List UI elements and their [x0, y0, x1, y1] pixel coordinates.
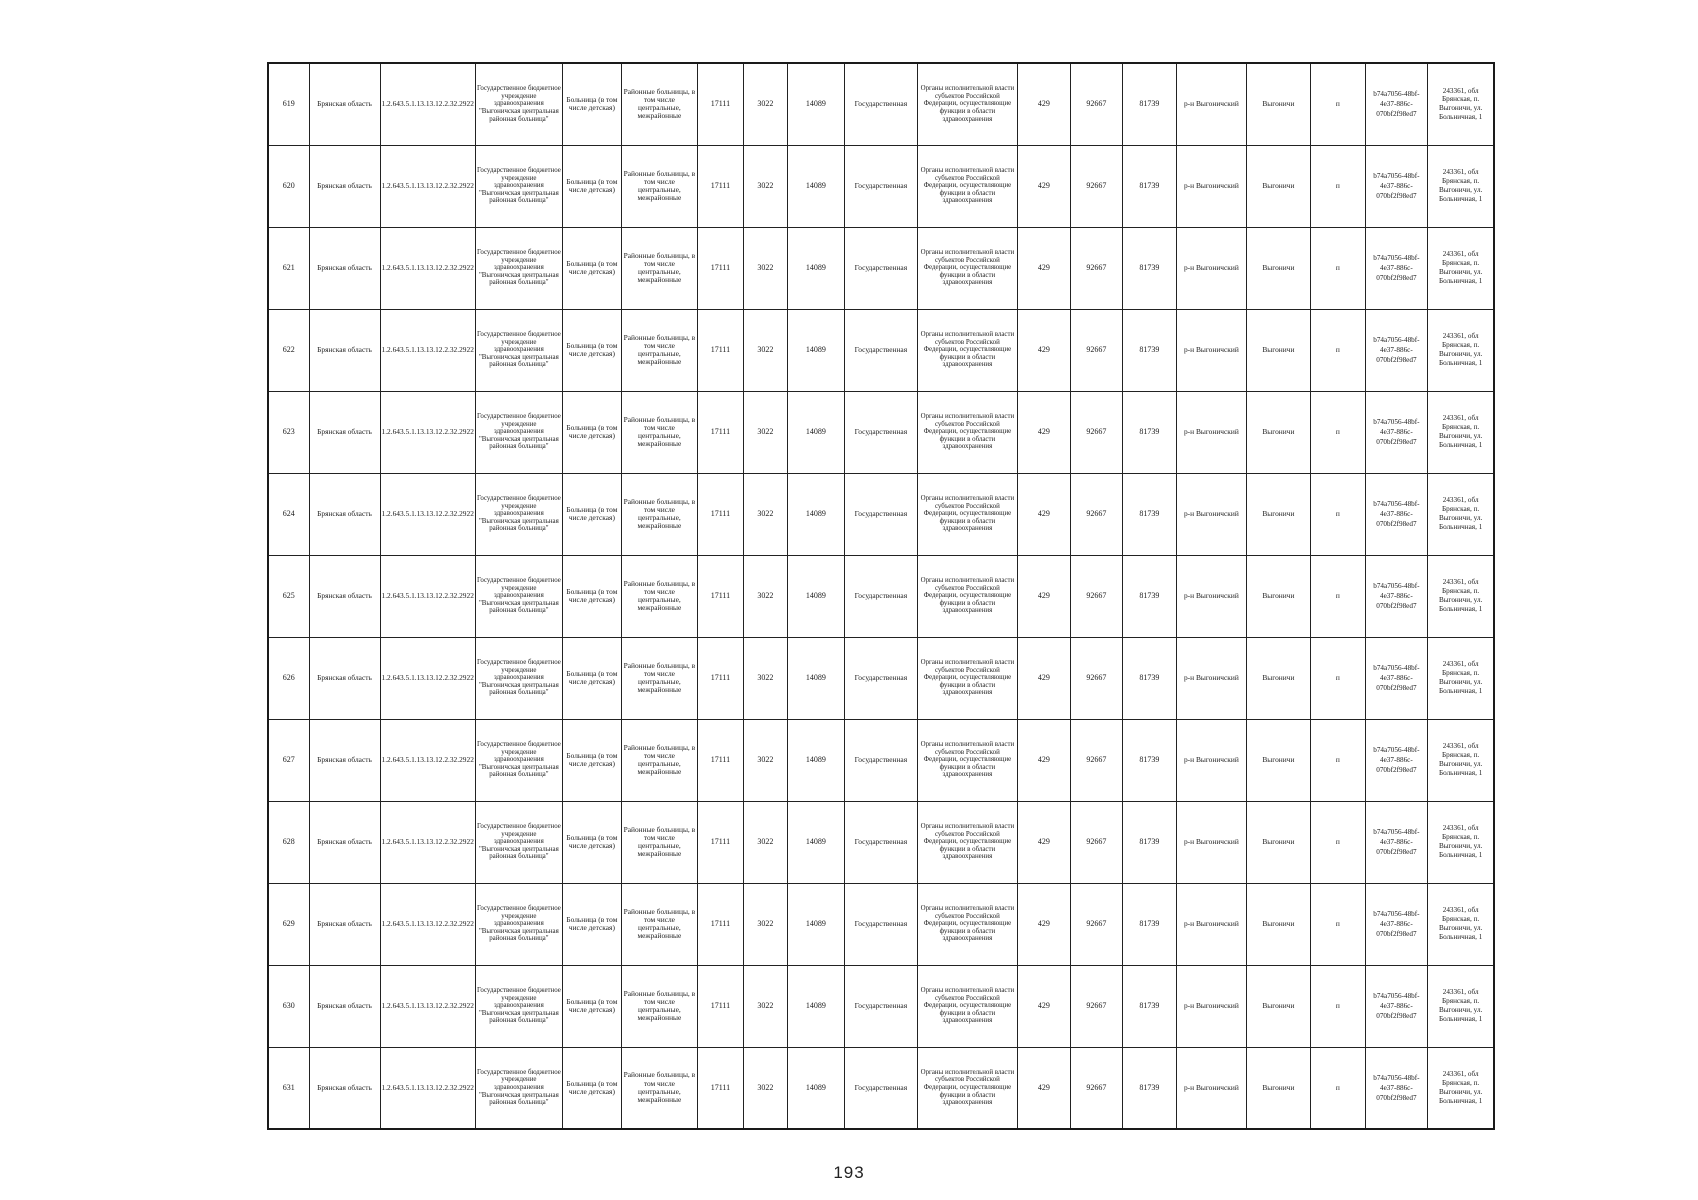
code-2-cell: 3022 [743, 309, 787, 391]
row-number-cell: 623 [268, 391, 309, 473]
ownership-cell: Государственная [844, 965, 917, 1047]
code-6-cell: 81739 [1122, 883, 1176, 965]
code-5-cell: 92667 [1070, 227, 1122, 309]
oid-cell: 1.2.643.5.1.13.13.12.2.32.2922 [380, 555, 475, 637]
code-4-cell: 429 [1017, 555, 1070, 637]
code-5-cell: 92667 [1070, 965, 1122, 1047]
oid-cell: 1.2.643.5.1.13.13.12.2.32.2922 [380, 309, 475, 391]
organization-name-cell: Государственное бюджетное учреждение здравоохранения "Выгоничская центральная районная больница" [475, 555, 562, 637]
oid-cell: 1.2.643.5.1.13.13.12.2.32.2922 [380, 719, 475, 801]
address-cell: 243361, обл Брянская, п. Выгоничи, ул. Больничная, 1 [1427, 1047, 1494, 1129]
code-1-cell: 17111 [697, 309, 743, 391]
code-1-cell: 17111 [697, 637, 743, 719]
guid-cell: b74a7056-48bf-4e37-886c-070bf2f98ed7 [1365, 1047, 1427, 1129]
locality-cell: Выгоничи [1246, 145, 1310, 227]
code-6-cell: 81739 [1122, 719, 1176, 801]
district-cell: р-н Выгоничский [1176, 227, 1246, 309]
ownership-cell: Государственная [844, 1047, 917, 1129]
code-5-cell: 92667 [1070, 63, 1122, 145]
code-6-cell: 81739 [1122, 309, 1176, 391]
code-6-cell: 81739 [1122, 637, 1176, 719]
guid-cell: b74a7056-48bf-4e37-886c-070bf2f98ed7 [1365, 965, 1427, 1047]
row-number-cell: 630 [268, 965, 309, 1047]
oid-cell: 1.2.643.5.1.13.13.12.2.32.2922 [380, 637, 475, 719]
locality-cell: Выгоничи [1246, 391, 1310, 473]
authority-cell: Органы исполнительной власти субъектов Российской Федерации, осуществляющие функции в области здравоохранения [917, 309, 1017, 391]
locality-type-cell: п [1310, 63, 1365, 145]
ownership-cell: Государственная [844, 473, 917, 555]
facility-subtype-cell: Районные больницы, в том числе центральные, межрайонные [621, 227, 697, 309]
organization-name-cell: Государственное бюджетное учреждение здравоохранения "Выгоничская центральная районная больница" [475, 309, 562, 391]
facility-type-cell: Больница (в том числе детская) [562, 555, 621, 637]
locality-cell: Выгоничи [1246, 227, 1310, 309]
region-cell: Брянская область [309, 473, 380, 555]
authority-cell: Органы исполнительной власти субъектов Российской Федерации, осуществляющие функции в области здравоохранения [917, 473, 1017, 555]
address-cell: 243361, обл Брянская, п. Выгоничи, ул. Больничная, 1 [1427, 719, 1494, 801]
code-1-cell: 17111 [697, 227, 743, 309]
authority-cell: Органы исполнительной власти субъектов Российской Федерации, осуществляющие функции в области здравоохранения [917, 145, 1017, 227]
district-cell: р-н Выгоничский [1176, 309, 1246, 391]
address-cell: 243361, обл Брянская, п. Выгоничи, ул. Больничная, 1 [1427, 391, 1494, 473]
guid-cell: b74a7056-48bf-4e37-886c-070bf2f98ed7 [1365, 555, 1427, 637]
ownership-cell: Государственная [844, 391, 917, 473]
ownership-cell: Государственная [844, 883, 917, 965]
code-3-cell: 14089 [787, 555, 844, 637]
code-1-cell: 17111 [697, 391, 743, 473]
ownership-cell: Государственная [844, 63, 917, 145]
guid-cell: b74a7056-48bf-4e37-886c-070bf2f98ed7 [1365, 145, 1427, 227]
authority-cell: Органы исполнительной власти субъектов Российской Федерации, осуществляющие функции в области здравоохранения [917, 63, 1017, 145]
guid-cell: b74a7056-48bf-4e37-886c-070bf2f98ed7 [1365, 637, 1427, 719]
district-cell: р-н Выгоничский [1176, 391, 1246, 473]
code-6-cell: 81739 [1122, 965, 1176, 1047]
facility-subtype-cell: Районные больницы, в том числе центральные, межрайонные [621, 555, 697, 637]
facility-subtype-cell: Районные больницы, в том числе центральные, межрайонные [621, 883, 697, 965]
table-row [268, 63, 1494, 145]
facility-type-cell: Больница (в том числе детская) [562, 1047, 621, 1129]
locality-type-cell: п [1310, 637, 1365, 719]
address-cell: 243361, обл Брянская, п. Выгоничи, ул. Больничная, 1 [1427, 227, 1494, 309]
locality-type-cell: п [1310, 391, 1365, 473]
code-4-cell: 429 [1017, 719, 1070, 801]
facility-subtype-cell: Районные больницы, в том числе центральные, межрайонные [621, 965, 697, 1047]
page-number: 193 [833, 1163, 865, 1182]
facility-type-cell: Больница (в том числе детская) [562, 309, 621, 391]
oid-cell: 1.2.643.5.1.13.13.12.2.32.2922 [380, 391, 475, 473]
code-3-cell: 14089 [787, 309, 844, 391]
district-cell: р-н Выгоничский [1176, 965, 1246, 1047]
facility-type-cell: Больница (в том числе детская) [562, 801, 621, 883]
address-cell: 243361, обл Брянская, п. Выгоничи, ул. Больничная, 1 [1427, 883, 1494, 965]
code-3-cell: 14089 [787, 63, 844, 145]
code-2-cell: 3022 [743, 719, 787, 801]
locality-cell: Выгоничи [1246, 63, 1310, 145]
table-row [268, 965, 1494, 1047]
ownership-cell: Государственная [844, 719, 917, 801]
locality-type-cell: п [1310, 309, 1365, 391]
district-cell: р-н Выгоничский [1176, 1047, 1246, 1129]
locality-type-cell: п [1310, 801, 1365, 883]
address-cell: 243361, обл Брянская, п. Выгоничи, ул. Больничная, 1 [1427, 473, 1494, 555]
code-6-cell: 81739 [1122, 391, 1176, 473]
code-6-cell: 81739 [1122, 801, 1176, 883]
facility-type-cell: Больница (в том числе детская) [562, 965, 621, 1047]
address-cell: 243361, обл Брянская, п. Выгоничи, ул. Больничная, 1 [1427, 309, 1494, 391]
table-row [268, 227, 1494, 309]
guid-cell: b74a7056-48bf-4e37-886c-070bf2f98ed7 [1365, 63, 1427, 145]
code-6-cell: 81739 [1122, 555, 1176, 637]
locality-cell: Выгоничи [1246, 965, 1310, 1047]
code-6-cell: 81739 [1122, 473, 1176, 555]
code-3-cell: 14089 [787, 637, 844, 719]
oid-cell: 1.2.643.5.1.13.13.12.2.32.2922 [380, 145, 475, 227]
oid-cell: 1.2.643.5.1.13.13.12.2.32.2922 [380, 801, 475, 883]
region-cell: Брянская область [309, 227, 380, 309]
row-number-cell: 626 [268, 637, 309, 719]
address-cell: 243361, обл Брянская, п. Выгоничи, ул. Больничная, 1 [1427, 145, 1494, 227]
code-3-cell: 14089 [787, 801, 844, 883]
table-row [268, 801, 1494, 883]
ownership-cell: Государственная [844, 801, 917, 883]
locality-type-cell: п [1310, 227, 1365, 309]
code-5-cell: 92667 [1070, 391, 1122, 473]
row-number-cell: 627 [268, 719, 309, 801]
code-6-cell: 81739 [1122, 63, 1176, 145]
organization-name-cell: Государственное бюджетное учреждение здравоохранения "Выгоничская центральная районная больница" [475, 719, 562, 801]
ownership-cell: Государственная [844, 637, 917, 719]
guid-cell: b74a7056-48bf-4e37-886c-070bf2f98ed7 [1365, 391, 1427, 473]
district-cell: р-н Выгоничский [1176, 473, 1246, 555]
table-row [268, 719, 1494, 801]
code-4-cell: 429 [1017, 145, 1070, 227]
guid-cell: b74a7056-48bf-4e37-886c-070bf2f98ed7 [1365, 719, 1427, 801]
organization-name-cell: Государственное бюджетное учреждение здравоохранения "Выгоничская центральная районная больница" [475, 473, 562, 555]
code-2-cell: 3022 [743, 63, 787, 145]
row-number-cell: 628 [268, 801, 309, 883]
locality-cell: Выгоничи [1246, 555, 1310, 637]
locality-type-cell: п [1310, 883, 1365, 965]
facility-subtype-cell: Районные больницы, в том числе центральные, межрайонные [621, 637, 697, 719]
table-row [268, 391, 1494, 473]
facility-subtype-cell: Районные больницы, в том числе центральные, межрайонные [621, 145, 697, 227]
address-cell: 243361, обл Брянская, п. Выгоничи, ул. Больничная, 1 [1427, 63, 1494, 145]
facility-subtype-cell: Районные больницы, в том числе центральные, межрайонные [621, 63, 697, 145]
code-2-cell: 3022 [743, 801, 787, 883]
facility-type-cell: Больница (в том числе детская) [562, 227, 621, 309]
code-4-cell: 429 [1017, 63, 1070, 145]
code-5-cell: 92667 [1070, 473, 1122, 555]
row-number-cell: 624 [268, 473, 309, 555]
code-5-cell: 92667 [1070, 719, 1122, 801]
code-1-cell: 17111 [697, 473, 743, 555]
ownership-cell: Государственная [844, 227, 917, 309]
code-4-cell: 429 [1017, 965, 1070, 1047]
region-cell: Брянская область [309, 555, 380, 637]
row-number-cell: 620 [268, 145, 309, 227]
table-row [268, 1047, 1494, 1129]
locality-type-cell: п [1310, 473, 1365, 555]
code-1-cell: 17111 [697, 719, 743, 801]
code-3-cell: 14089 [787, 965, 844, 1047]
region-cell: Брянская область [309, 63, 380, 145]
address-cell: 243361, обл Брянская, п. Выгоничи, ул. Больничная, 1 [1427, 555, 1494, 637]
code-4-cell: 429 [1017, 637, 1070, 719]
code-2-cell: 3022 [743, 965, 787, 1047]
locality-cell: Выгоничи [1246, 309, 1310, 391]
locality-cell: Выгоничи [1246, 1047, 1310, 1129]
guid-cell: b74a7056-48bf-4e37-886c-070bf2f98ed7 [1365, 473, 1427, 555]
facility-subtype-cell: Районные больницы, в том числе центральные, межрайонные [621, 309, 697, 391]
code-5-cell: 92667 [1070, 1047, 1122, 1129]
code-3-cell: 14089 [787, 391, 844, 473]
code-2-cell: 3022 [743, 391, 787, 473]
code-4-cell: 429 [1017, 801, 1070, 883]
code-1-cell: 17111 [697, 145, 743, 227]
code-4-cell: 429 [1017, 883, 1070, 965]
authority-cell: Органы исполнительной власти субъектов Российской Федерации, осуществляющие функции в области здравоохранения [917, 1047, 1017, 1129]
code-2-cell: 3022 [743, 637, 787, 719]
table-row [268, 309, 1494, 391]
guid-cell: b74a7056-48bf-4e37-886c-070bf2f98ed7 [1365, 801, 1427, 883]
address-cell: 243361, обл Брянская, п. Выгоничи, ул. Больничная, 1 [1427, 965, 1494, 1047]
code-1-cell: 17111 [697, 883, 743, 965]
code-5-cell: 92667 [1070, 883, 1122, 965]
region-cell: Брянская область [309, 309, 380, 391]
district-cell: р-н Выгоничский [1176, 555, 1246, 637]
authority-cell: Органы исполнительной власти субъектов Российской Федерации, осуществляющие функции в области здравоохранения [917, 719, 1017, 801]
code-2-cell: 3022 [743, 883, 787, 965]
region-cell: Брянская область [309, 801, 380, 883]
region-cell: Брянская область [309, 1047, 380, 1129]
locality-cell: Выгоничи [1246, 637, 1310, 719]
code-2-cell: 3022 [743, 473, 787, 555]
locality-cell: Выгоничи [1246, 801, 1310, 883]
code-3-cell: 14089 [787, 227, 844, 309]
code-1-cell: 17111 [697, 63, 743, 145]
organization-name-cell: Государственное бюджетное учреждение здравоохранения "Выгоничская центральная районная больница" [475, 801, 562, 883]
district-cell: р-н Выгоничский [1176, 801, 1246, 883]
locality-type-cell: п [1310, 555, 1365, 637]
code-2-cell: 3022 [743, 555, 787, 637]
facility-type-cell: Больница (в том числе детская) [562, 145, 621, 227]
row-number-cell: 629 [268, 883, 309, 965]
guid-cell: b74a7056-48bf-4e37-886c-070bf2f98ed7 [1365, 227, 1427, 309]
region-cell: Брянская область [309, 145, 380, 227]
guid-cell: b74a7056-48bf-4e37-886c-070bf2f98ed7 [1365, 309, 1427, 391]
code-3-cell: 14089 [787, 145, 844, 227]
code-4-cell: 429 [1017, 391, 1070, 473]
code-2-cell: 3022 [743, 227, 787, 309]
facility-subtype-cell: Районные больницы, в том числе центральные, межрайонные [621, 391, 697, 473]
authority-cell: Органы исполнительной власти субъектов Российской Федерации, осуществляющие функции в области здравоохранения [917, 555, 1017, 637]
address-cell: 243361, обл Брянская, п. Выгоничи, ул. Больничная, 1 [1427, 801, 1494, 883]
locality-type-cell: п [1310, 1047, 1365, 1129]
district-cell: р-н Выгоничский [1176, 145, 1246, 227]
authority-cell: Органы исполнительной власти субъектов Российской Федерации, осуществляющие функции в области здравоохранения [917, 883, 1017, 965]
code-1-cell: 17111 [697, 801, 743, 883]
table-row [268, 473, 1494, 555]
code-5-cell: 92667 [1070, 309, 1122, 391]
code-4-cell: 429 [1017, 227, 1070, 309]
row-number-cell: 622 [268, 309, 309, 391]
row-number-cell: 631 [268, 1047, 309, 1129]
district-cell: р-н Выгоничский [1176, 719, 1246, 801]
organization-name-cell: Государственное бюджетное учреждение здравоохранения "Выгоничская центральная районная больница" [475, 965, 562, 1047]
code-6-cell: 81739 [1122, 145, 1176, 227]
ownership-cell: Государственная [844, 309, 917, 391]
code-5-cell: 92667 [1070, 145, 1122, 227]
code-4-cell: 429 [1017, 309, 1070, 391]
address-cell: 243361, обл Брянская, п. Выгоничи, ул. Больничная, 1 [1427, 637, 1494, 719]
region-cell: Брянская область [309, 965, 380, 1047]
facility-type-cell: Больница (в том числе детская) [562, 473, 621, 555]
authority-cell: Органы исполнительной власти субъектов Российской Федерации, осуществляющие функции в области здравоохранения [917, 637, 1017, 719]
table-row [268, 145, 1494, 227]
code-3-cell: 14089 [787, 1047, 844, 1129]
locality-cell: Выгоничи [1246, 883, 1310, 965]
facility-subtype-cell: Районные больницы, в том числе центральные, межрайонные [621, 719, 697, 801]
oid-cell: 1.2.643.5.1.13.13.12.2.32.2922 [380, 1047, 475, 1129]
organization-name-cell: Государственное бюджетное учреждение здравоохранения "Выгоничская центральная районная больница" [475, 227, 562, 309]
facility-type-cell: Больница (в том числе детская) [562, 883, 621, 965]
district-cell: р-н Выгоничский [1176, 883, 1246, 965]
code-1-cell: 17111 [697, 1047, 743, 1129]
table-row [268, 555, 1494, 637]
oid-cell: 1.2.643.5.1.13.13.12.2.32.2922 [380, 227, 475, 309]
facility-type-cell: Больница (в том числе детская) [562, 719, 621, 801]
facility-type-cell: Больница (в том числе детская) [562, 63, 621, 145]
facility-subtype-cell: Районные больницы, в том числе центральные, межрайонные [621, 1047, 697, 1129]
facility-subtype-cell: Районные больницы, в том числе центральные, межрайонные [621, 473, 697, 555]
authority-cell: Органы исполнительной власти субъектов Российской Федерации, осуществляющие функции в области здравоохранения [917, 801, 1017, 883]
row-number-cell: 625 [268, 555, 309, 637]
locality-cell: Выгоничи [1246, 473, 1310, 555]
code-2-cell: 3022 [743, 145, 787, 227]
district-cell: р-н Выгоничский [1176, 637, 1246, 719]
locality-type-cell: п [1310, 145, 1365, 227]
oid-cell: 1.2.643.5.1.13.13.12.2.32.2922 [380, 883, 475, 965]
code-6-cell: 81739 [1122, 1047, 1176, 1129]
code-5-cell: 92667 [1070, 555, 1122, 637]
table-row [268, 883, 1494, 965]
region-cell: Брянская область [309, 719, 380, 801]
code-3-cell: 14089 [787, 719, 844, 801]
organization-name-cell: Государственное бюджетное учреждение здравоохранения "Выгоничская центральная районная больница" [475, 637, 562, 719]
region-cell: Брянская область [309, 637, 380, 719]
organization-name-cell: Государственное бюджетное учреждение здравоохранения "Выгоничская центральная районная больница" [475, 391, 562, 473]
region-cell: Брянская область [309, 883, 380, 965]
code-1-cell: 17111 [697, 555, 743, 637]
authority-cell: Органы исполнительной власти субъектов Российской Федерации, осуществляющие функции в области здравоохранения [917, 227, 1017, 309]
facility-type-cell: Больница (в том числе детская) [562, 637, 621, 719]
code-3-cell: 14089 [787, 883, 844, 965]
authority-cell: Органы исполнительной власти субъектов Российской Федерации, осуществляющие функции в области здравоохранения [917, 965, 1017, 1047]
ownership-cell: Государственная [844, 555, 917, 637]
facility-subtype-cell: Районные больницы, в том числе центральные, межрайонные [621, 801, 697, 883]
code-4-cell: 429 [1017, 473, 1070, 555]
code-2-cell: 3022 [743, 1047, 787, 1129]
district-cell: р-н Выгоничский [1176, 63, 1246, 145]
organization-name-cell: Государственное бюджетное учреждение здравоохранения "Выгоничская центральная районная больница" [475, 1047, 562, 1129]
table-body [268, 63, 1494, 1129]
authority-cell: Органы исполнительной власти субъектов Российской Федерации, осуществляющие функции в области здравоохранения [917, 391, 1017, 473]
code-5-cell: 92667 [1070, 801, 1122, 883]
row-number-cell: 621 [268, 227, 309, 309]
registry-table [267, 62, 1495, 1130]
row-number-cell: 619 [268, 63, 309, 145]
organization-name-cell: Государственное бюджетное учреждение здравоохранения "Выгоничская центральная районная больница" [475, 63, 562, 145]
oid-cell: 1.2.643.5.1.13.13.12.2.32.2922 [380, 965, 475, 1047]
ownership-cell: Государственная [844, 145, 917, 227]
guid-cell: b74a7056-48bf-4e37-886c-070bf2f98ed7 [1365, 883, 1427, 965]
table-row [268, 637, 1494, 719]
locality-type-cell: п [1310, 965, 1365, 1047]
code-5-cell: 92667 [1070, 637, 1122, 719]
code-3-cell: 14089 [787, 473, 844, 555]
code-6-cell: 81739 [1122, 227, 1176, 309]
code-1-cell: 17111 [697, 965, 743, 1047]
facility-type-cell: Больница (в том числе детская) [562, 391, 621, 473]
organization-name-cell: Государственное бюджетное учреждение здравоохранения "Выгоничская центральная районная больница" [475, 145, 562, 227]
locality-cell: Выгоничи [1246, 719, 1310, 801]
oid-cell: 1.2.643.5.1.13.13.12.2.32.2922 [380, 473, 475, 555]
code-4-cell: 429 [1017, 1047, 1070, 1129]
organization-name-cell: Государственное бюджетное учреждение здравоохранения "Выгоничская центральная районная больница" [475, 883, 562, 965]
region-cell: Брянская область [309, 391, 380, 473]
oid-cell: 1.2.643.5.1.13.13.12.2.32.2922 [380, 63, 475, 145]
locality-type-cell: п [1310, 719, 1365, 801]
